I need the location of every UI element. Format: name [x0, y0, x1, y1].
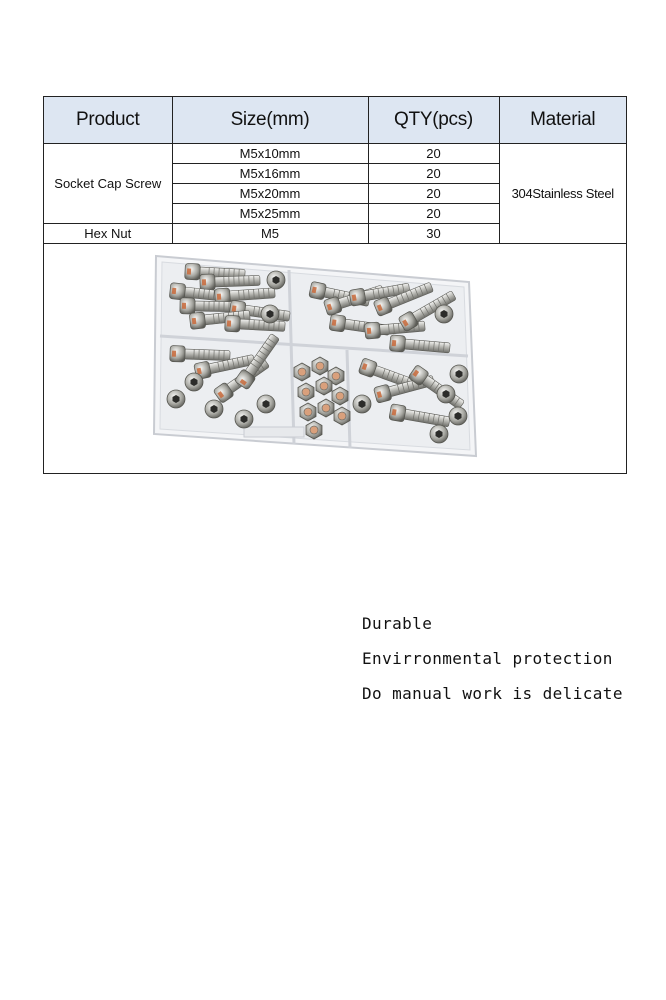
product-name: Hex Nut [44, 224, 172, 244]
header-product: Product [44, 97, 172, 144]
product-name: Socket Cap Screw [44, 144, 172, 224]
table-row [44, 144, 626, 164]
size-cell: M5x20mm [172, 184, 368, 204]
material-cell: 304Stainless Steel [499, 144, 626, 244]
qty-cell: 20 [368, 184, 499, 204]
header-qty: QTY(pcs) [368, 97, 499, 144]
qty-cell: 20 [368, 144, 499, 164]
size-cell: M5x25mm [172, 204, 368, 224]
qty-cell: 20 [368, 164, 499, 184]
feature-item: Envirronmental protection [362, 649, 613, 668]
size-cell: M5x10mm [172, 144, 368, 164]
header-size: Size(mm) [172, 97, 368, 144]
feature-list [362, 612, 623, 717]
feature-item: Do manual work is delicate [362, 684, 623, 703]
qty-cell: 30 [368, 224, 499, 244]
qty-cell: 20 [368, 204, 499, 224]
spec-table [44, 97, 626, 244]
product-photo [44, 244, 626, 473]
feature-item: Durable [362, 614, 433, 633]
size-cell: M5 [172, 224, 368, 244]
header-row [44, 97, 626, 144]
screw-box-image [44, 244, 626, 473]
header-material: Material [499, 97, 626, 144]
size-cell: M5x16mm [172, 164, 368, 184]
spec-card [43, 96, 627, 474]
